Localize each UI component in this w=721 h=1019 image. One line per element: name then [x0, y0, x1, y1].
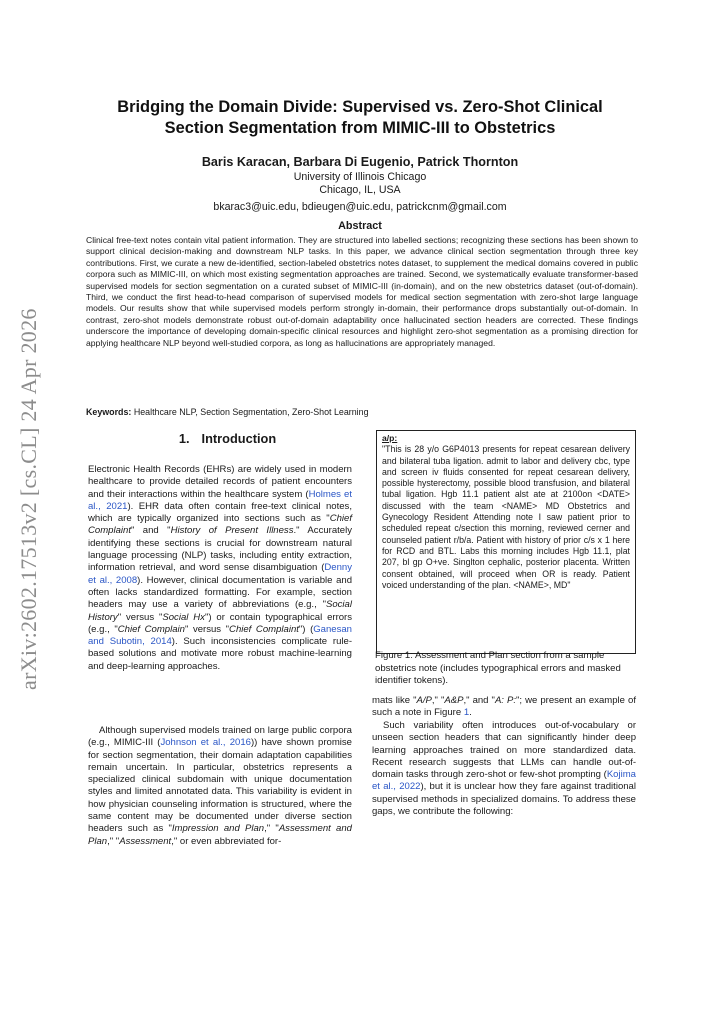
section-title: Introduction: [201, 431, 277, 446]
section-heading-introduction: [90, 431, 365, 446]
citation-link[interactable]: Kojima et al., 2022: [372, 769, 636, 793]
citation-link[interactable]: Denny et al., 2008: [88, 562, 352, 586]
arxiv-identifier-stamp: arXiv:2602.17513v2 [cs.CL] 24 Apr 2026: [16, 308, 41, 690]
figure-reference-link[interactable]: 1: [463, 707, 470, 719]
keywords-line: [86, 407, 638, 417]
figure-1-caption: Figure 1: Assessment and Plan section from a sample obstetrics note (includes typographical errors and masked identifier tokens).: [375, 650, 621, 687]
keywords-list: Healthcare NLP, Section Segmentation, Zero-Shot Learning: [131, 407, 369, 417]
figure-1-box: [376, 430, 636, 654]
title-line-1: Bridging the Domain Divide: Supervised vs. Zero-Shot Clinical: [117, 98, 603, 116]
intro-paragraph-1: Electronic Health Records (EHRs) are widely used in modern healthcare to provide detailed records of patient encounters and their interactions within the healthcare system (Holmes et al., 2021). EHR data often contain free-text clinical notes, which are typically organized into sections such as "Chief Complaint" and "History of Present Illness." Accurately identifying these sections is crucial for downstream natural language processing (NLP) tasks, including entity extraction, information retrieval, and word sense disambiguation (Denny et al., 2008). However, clinical documentation is variable and often lacks standardized formatting. For example, section headers may use a variety of abbreviations (e.g., "Social History" versus "Social Hx") or contain typographical errors (e.g., "Chief Complain" versus "Chief Complaint") (Ganesan and Subotin, 2014). Such inconsistencies complicate rule-based solutions and motivate more robust machine-learning and deep-learning approaches.: [88, 464, 353, 672]
author-emails: bkarac3@uic.edu, bdieugen@uic.edu, patrickcnm@gmail.com: [213, 201, 507, 213]
keywords-label: Keywords:: [86, 407, 132, 417]
abstract-heading: Abstract: [338, 220, 382, 232]
right-paragraph-1: mats like "A/P," "A&P," and "A: P:"; we present an example of such a note in Figure 1.: [372, 695, 636, 719]
author-list: Baris Karacan, Barbara Di Eugenio, Patrick Thornton: [201, 155, 519, 169]
citation-link[interactable]: Holmes et al., 2021: [88, 488, 352, 512]
abstract-text: Clinical free-text notes contain vital patient information. They are structured into labelled sections; recognizing these sections has been shown to support clinical decision-making and downstream NLP tasks. In this paper, we advance clinical section segmentation through three key contributions. First, we curate a new de-identified, section-labeled obstetrics notes dataset, to supplement the medical domains covered in public corpora such as MIMIC-III, on which most existing segmentation approaches are trained. Second, we systematically evaluate transformer-based supervised models for section segmentation on a curated subset of MIMIC-III (in-domain), and on the new obstetrics dataset (out-of-domain). Third, we conduct the first head-to-head comparison of supervised models for medical section segmentation with zero-shot large language models. Our results show that while supervised models perform strongly in-domain, their performance drops substantially out-of-domain. In contrast, zero-shot models demonstrate robust out-of-domain adaptability once hallucinated section headers are corrected. These findings underscore the importance of developing domain-specific clinical resources and highlight zero-shot segmentation as a promising direction for applying healthcare NLP beyond well-studied corpora, as long as hallucinations are appropriately managed.: [86, 235, 638, 348]
citation-link[interactable]: Ganesan and Subotin, 2014: [88, 623, 352, 648]
title-line-2: Section Segmentation from MIMIC-III to Obstetrics: [164, 119, 556, 137]
citation-link[interactable]: Johnson et al., 2016: [160, 737, 251, 749]
affiliation: University of Illinois Chicago: [293, 171, 427, 183]
section-number: 1.: [178, 431, 190, 446]
figure-section-header: a/p:: [382, 433, 398, 443]
location: Chicago, IL, USA: [319, 184, 401, 196]
figure-note-text: "This is 28 y/o G6P4013 presents for repeat cesarean delivery and bilateral tuba ligation. admit to labor and delivery cbc, type and screen iv fluids consented for repeat cesarean delivery, possible hysterectomy, possible blood transfusion, and bilateral tubal ligation. Hgb 11.1 patient alst ate at 2100on <DATE> discussed with the team <NAME> MD Obstetrics and Gynecology Resident Attending note I saw patient prior to scheduled repeat c/section this morning, reviewed cerner and counseled patient r/b/a. Patient with history of prior c/s x 1 here for RCD and BTL. Labs this morning includes Hgb 11.1, plat 207, bl gp O+ve. Singlton cephalic, posterior placenta. Written consent obtained, will proceed when OR is ready. Patient voiced understanding of the plan. <NAME>, MD": [382, 444, 630, 590]
paper-title: [85, 97, 635, 139]
intro-paragraph-2: Although supervised models trained on large public corpora (e.g., MIMIC-III (Johnson et al., 2016)) have shown promise for section segmentation, their domain adaptation capabilities remain uncertain. In particular, obstetrics represents a specialized clinical subdomain with unique documentation styles and limited annotated data. This variability is evident in how physician counseling information is structured, where the same content may be documented under diverse section headers such as "Impression and Plan," "Assessment and Plan," "Assessment," or even abbreviated for-: [88, 725, 352, 847]
right-paragraph-2: Such variability often introduces out-of-vocabulary or unseen section headers that can significantly hinder deep learning approaches trained on more standardized data. Recent research suggests that LLMs can handle out-of-domain tasks through zero-shot or few-shot prompting (Kojima et al., 2022), but it is unclear how they fare against traditional supervised methods in specialized domains. To address these gaps, we contribute the following:: [372, 720, 636, 818]
